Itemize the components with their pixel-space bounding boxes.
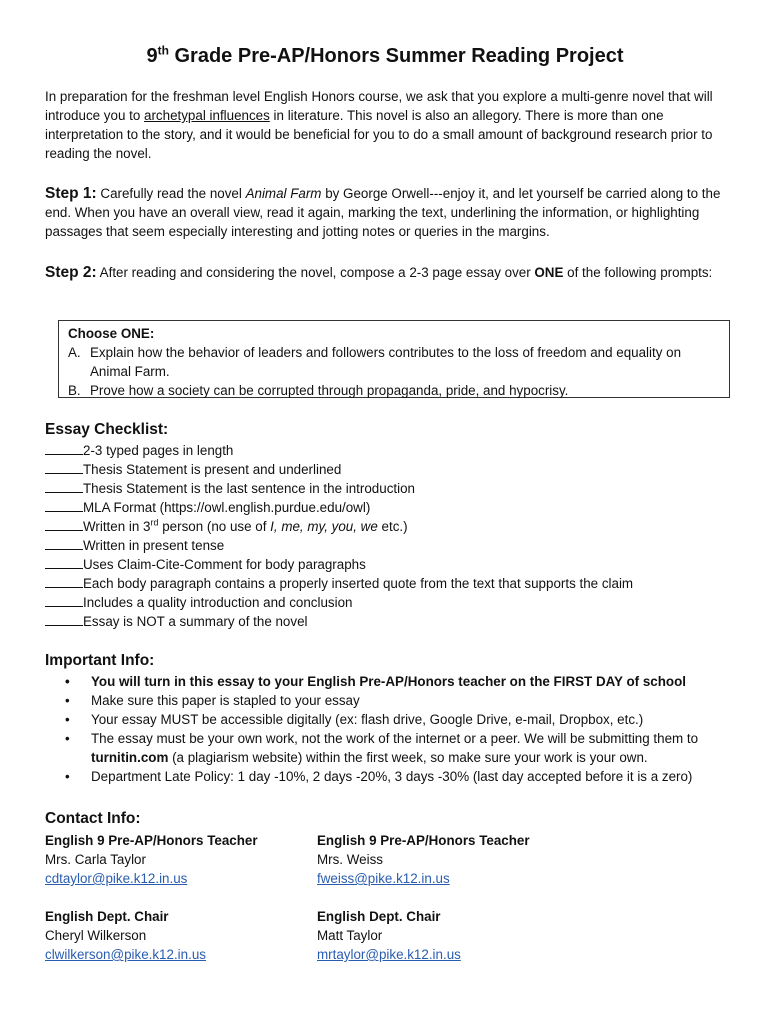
checklist-item: Written in present tense — [45, 536, 735, 555]
contact-card — [45, 907, 315, 964]
contact-heading: Contact Info: — [45, 810, 141, 827]
check-blank — [45, 612, 83, 626]
bullet-icon: • — [65, 769, 70, 784]
bullet-icon: • — [65, 674, 70, 689]
prompt-option-b: B. Prove how a society can be corrupted through propaganda, pride, and hypocrisy. — [68, 383, 569, 398]
checklist-item: Includes a quality introduction and conclusion — [45, 593, 735, 612]
checklist-item: 2-3 typed pages in length — [45, 441, 735, 460]
checklist-heading: Essay Checklist: — [45, 421, 169, 438]
check-blank — [45, 555, 83, 569]
prompt-choice-box — [58, 320, 730, 398]
important-heading: Important Info: — [45, 652, 155, 669]
step-2-label: Step 2: — [45, 264, 97, 281]
checklist-item: Each body paragraph contains a properly inserted quote from the text that supports the claim — [45, 574, 735, 593]
checklist — [45, 441, 735, 631]
archetypal-influences-text: archetypal influences — [144, 108, 270, 123]
contact-email-link[interactable]: cdtaylor@pike.k12.in.us — [45, 871, 188, 886]
contact-card — [45, 831, 315, 888]
contact-email-link[interactable]: clwilkerson@pike.k12.in.us — [45, 947, 206, 962]
info-item: • Your essay MUST be accessible digitally (ex: flash drive, Google Drive, e-mail, Dropbox, etc.) — [65, 712, 644, 727]
info-item: • The essay must be your own work, not the work of the internet or a peer. We will be submitting them to turnitin.com (a plagiarism website) within the first week, so make sure your work is your own. — [65, 731, 699, 765]
check-blank — [45, 536, 83, 550]
contact-name: Mrs. Carla Taylor — [45, 852, 146, 867]
step-1-paragraph: Step 1: Carefully read the novel Animal Farm by George Orwell---enjoy it, and let yourself be carried along to the end. When you have an overall view, read it again, marking the text, underlining the information, or highlighting passages that seem especially interesting and jotting notes or queries in the margins. — [45, 185, 721, 239]
checklist-item: MLA Format (https://owl.english.purdue.edu/owl) — [45, 498, 735, 517]
contact-info-heading-wrap — [45, 808, 735, 830]
check-blank — [45, 574, 83, 588]
info-item: • Department Late Policy: 1 day -10%, 2 days -20%, 3 days -30% (last day accepted before it is a zero) — [65, 769, 693, 784]
contact-role: English 9 Pre-AP/Honors Teacher — [45, 833, 258, 848]
page-title: 9th Grade Pre-AP/Honors Summer Reading Project — [146, 43, 624, 67]
choose-heading: Choose ONE: — [68, 326, 155, 341]
bullet-icon: • — [65, 731, 70, 746]
checklist-item: Essay is NOT a summary of the novel — [45, 612, 735, 631]
contact-name: Cheryl Wilkerson — [45, 928, 147, 943]
checklist-item: Written in 3rd person (no use of I, me, my, you, we etc.) — [45, 517, 735, 536]
intro-paragraph: In preparation for the freshman level English Honors course, we ask that you explore a multi-genre novel that will introduce you to archetypal influences in literature. This novel is also an allegory. There is more than one interpretation to the story, and it would be beneficial for you to do a small amount of background research prior to reading the novel. — [45, 89, 713, 161]
bullet-icon: • — [65, 712, 70, 727]
check-blank — [45, 460, 83, 474]
checklist-item: Thesis Statement is present and underlined — [45, 460, 735, 479]
check-blank — [45, 593, 83, 607]
step-2-paragraph: Step 2: After reading and considering the novel, compose a 2-3 page essay over ONE of the following prompts: — [45, 264, 713, 281]
book-title: Animal Farm — [245, 186, 322, 201]
checklist-item: Thesis Statement is the last sentence in the introduction — [45, 479, 735, 498]
contact-card — [317, 831, 587, 888]
important-list — [45, 672, 735, 786]
contact-role: English Dept. Chair — [45, 909, 169, 924]
info-item: • You will turn in this essay to your English Pre-AP/Honors teacher on the FIRST DAY of school — [65, 674, 686, 689]
info-item: • Make sure this paper is stapled to your essay — [65, 693, 360, 708]
check-blank — [45, 479, 83, 493]
contact-email-link[interactable]: fweiss@pike.k12.in.us — [317, 871, 450, 886]
important-info-section — [45, 650, 735, 786]
contact-name: Matt Taylor — [317, 928, 383, 943]
bullet-icon: • — [65, 693, 70, 708]
check-blank — [45, 498, 83, 512]
prompt-option-a: A. Explain how the behavior of leaders and followers contributes to the loss of freedom and equality on Animal Farm. — [68, 345, 682, 379]
checklist-item: Uses Claim-Cite-Comment for body paragraphs — [45, 555, 735, 574]
contact-card — [317, 907, 587, 964]
check-blank — [45, 517, 83, 531]
check-blank — [45, 441, 83, 455]
contact-name: Mrs. Weiss — [317, 852, 383, 867]
essay-checklist-section — [45, 419, 735, 631]
contact-email-link[interactable]: mrtaylor@pike.k12.in.us — [317, 947, 461, 962]
contact-role: English 9 Pre-AP/Honors Teacher — [317, 833, 530, 848]
step-1-label: Step 1: — [45, 185, 97, 202]
contact-role: English Dept. Chair — [317, 909, 441, 924]
